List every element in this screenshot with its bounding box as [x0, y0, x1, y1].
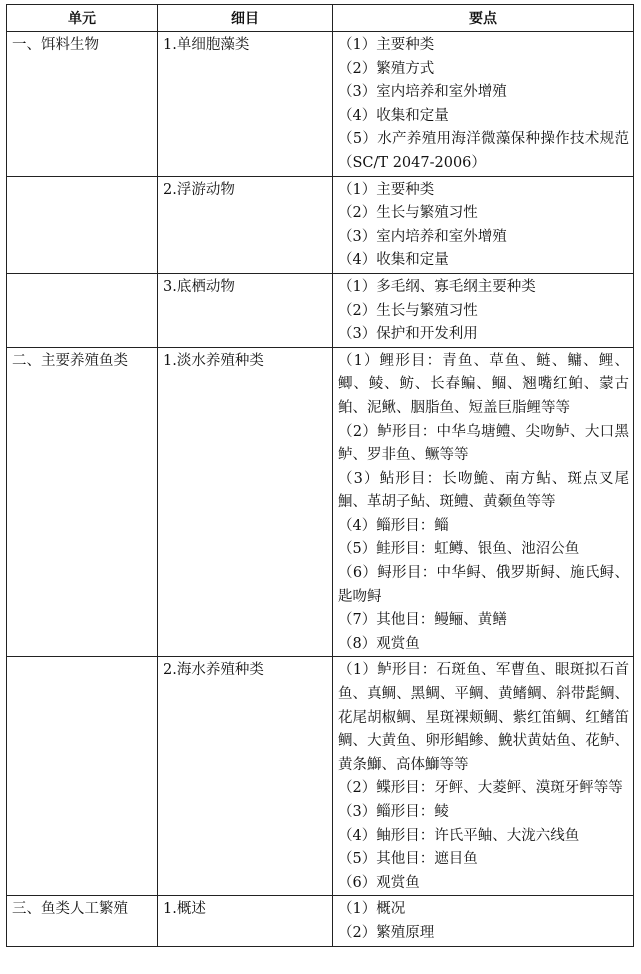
unit-title: 一、饵料生物: [12, 37, 99, 53]
table-row: [7, 176, 634, 273]
unit-cell: [7, 273, 158, 347]
table-row: [7, 273, 634, 347]
item-cell: [158, 176, 333, 273]
point-item: （2）繁殖方式: [338, 60, 435, 77]
point-item: （4）收集和定量: [338, 252, 449, 269]
point-item: （1）鲤形目：青鱼、草鱼、鲢、鳙、鲤、鲫、鲮、鲂、长春鳊、鲴、翘嘴红鲌、蒙古鲌、泥鳅、胭脂鱼、短盖巨脂鲤等等: [338, 352, 629, 416]
point-item: （1）概况: [338, 901, 406, 918]
unit-cell: [7, 347, 158, 657]
points-cell: [333, 896, 634, 946]
point-item: （5）其他目：遮目鱼: [338, 851, 478, 868]
item-name: 1.淡水养殖种类: [163, 352, 264, 369]
point-item: （2）鲽形目：牙鲆、大菱鲆、漠斑牙鲆等等: [338, 780, 623, 797]
point-item: （4）收集和定量: [338, 107, 449, 124]
point-item: （1）主要种类: [338, 37, 435, 53]
item-cell: [158, 32, 333, 177]
point-item: （2）生长与繁殖习性: [338, 205, 478, 222]
point-item: （7）其他目：鳗鲡、黄鳝: [338, 612, 507, 629]
unit-title: 三、鱼类人工繁殖: [12, 901, 128, 918]
item-cell: [158, 347, 333, 657]
point-item: （1）鲈形目：石斑鱼、军曹鱼、眼斑拟石首鱼、真鲷、黑鲷、平鲷、黄鳍鲷、斜带髭鲷、花尾胡椒鲷、星斑裸颊鲷、紫红笛鲷、红鳍笛鲷、大黄鱼、卵形鲳鲹、鮸状黄姑鱼、花鲈、黄条鰤、高体鰤等等: [338, 662, 629, 773]
points-cell: [333, 176, 634, 273]
point-item: （1）多毛纲、寡毛纲主要种类: [338, 278, 536, 295]
point-item: （3）保护和开发利用: [338, 326, 478, 343]
item-cell: [158, 896, 333, 946]
point-item: （3）室内培养和室外增殖: [338, 228, 507, 245]
item-name: 1.概述: [163, 901, 206, 918]
table-row: [7, 347, 634, 657]
table-body: [7, 32, 634, 947]
item-name: 1.单细胞藻类: [163, 37, 250, 53]
unit-title: 二、主要养殖鱼类: [12, 352, 128, 369]
point-item: （2）生长与繁殖习性: [338, 302, 478, 319]
point-item: （5）鲑形目：虹鳟、银鱼、池沼公鱼: [338, 541, 580, 558]
table-header-row: [7, 5, 634, 32]
unit-cell: [7, 32, 158, 177]
point-item: （4）鲉形目：许氏平鲉、大泷六线鱼: [338, 827, 580, 844]
points-cell: [333, 32, 634, 177]
point-item: （2）鲈形目：中华乌塘鳢、尖吻鲈、大口黑鲈、罗非鱼、鳜等等: [338, 423, 629, 464]
item-name: 2.浮游动物: [163, 181, 235, 198]
header-item: 细目: [158, 5, 333, 32]
points-cell: [333, 273, 634, 347]
point-item: （3）鲻形目：鲮: [338, 804, 449, 820]
point-item: （3）鲇形目：长吻鮠、南方鲇、斑点叉尾鮰、革胡子鲇、斑鳢、黄颡鱼等等: [338, 470, 629, 511]
points-cell: [333, 347, 634, 657]
syllabus-table: [6, 4, 634, 947]
item-cell: [158, 657, 333, 896]
point-item: （6）观赏鱼: [338, 874, 420, 891]
point-item: （5）水产养殖用海洋微藻保种操作技术规范（SC/T 2047-2006）: [338, 131, 629, 171]
table-row: [7, 657, 634, 896]
point-item: （2）繁殖原理: [338, 924, 435, 941]
points-cell: [333, 657, 634, 896]
unit-cell: [7, 176, 158, 273]
point-item: （3）室内培养和室外增殖: [338, 84, 507, 101]
unit-cell: [7, 657, 158, 896]
header-points: 要点: [333, 5, 634, 32]
point-item: （4）鲻形目：鲻: [338, 517, 449, 534]
unit-cell: [7, 896, 158, 946]
point-item: （6）鲟形目：中华鲟、俄罗斯鲟、施氏鲟、匙吻鲟: [338, 565, 629, 605]
item-name: 3.底栖动物: [163, 278, 235, 295]
point-item: （8）观赏鱼: [338, 635, 420, 652]
point-item: （1）主要种类: [338, 181, 435, 198]
header-unit: 单元: [7, 5, 158, 32]
item-name: 2.海水养殖种类: [163, 662, 264, 679]
table-row: [7, 896, 634, 946]
item-cell: [158, 273, 333, 347]
table-row: [7, 32, 634, 177]
